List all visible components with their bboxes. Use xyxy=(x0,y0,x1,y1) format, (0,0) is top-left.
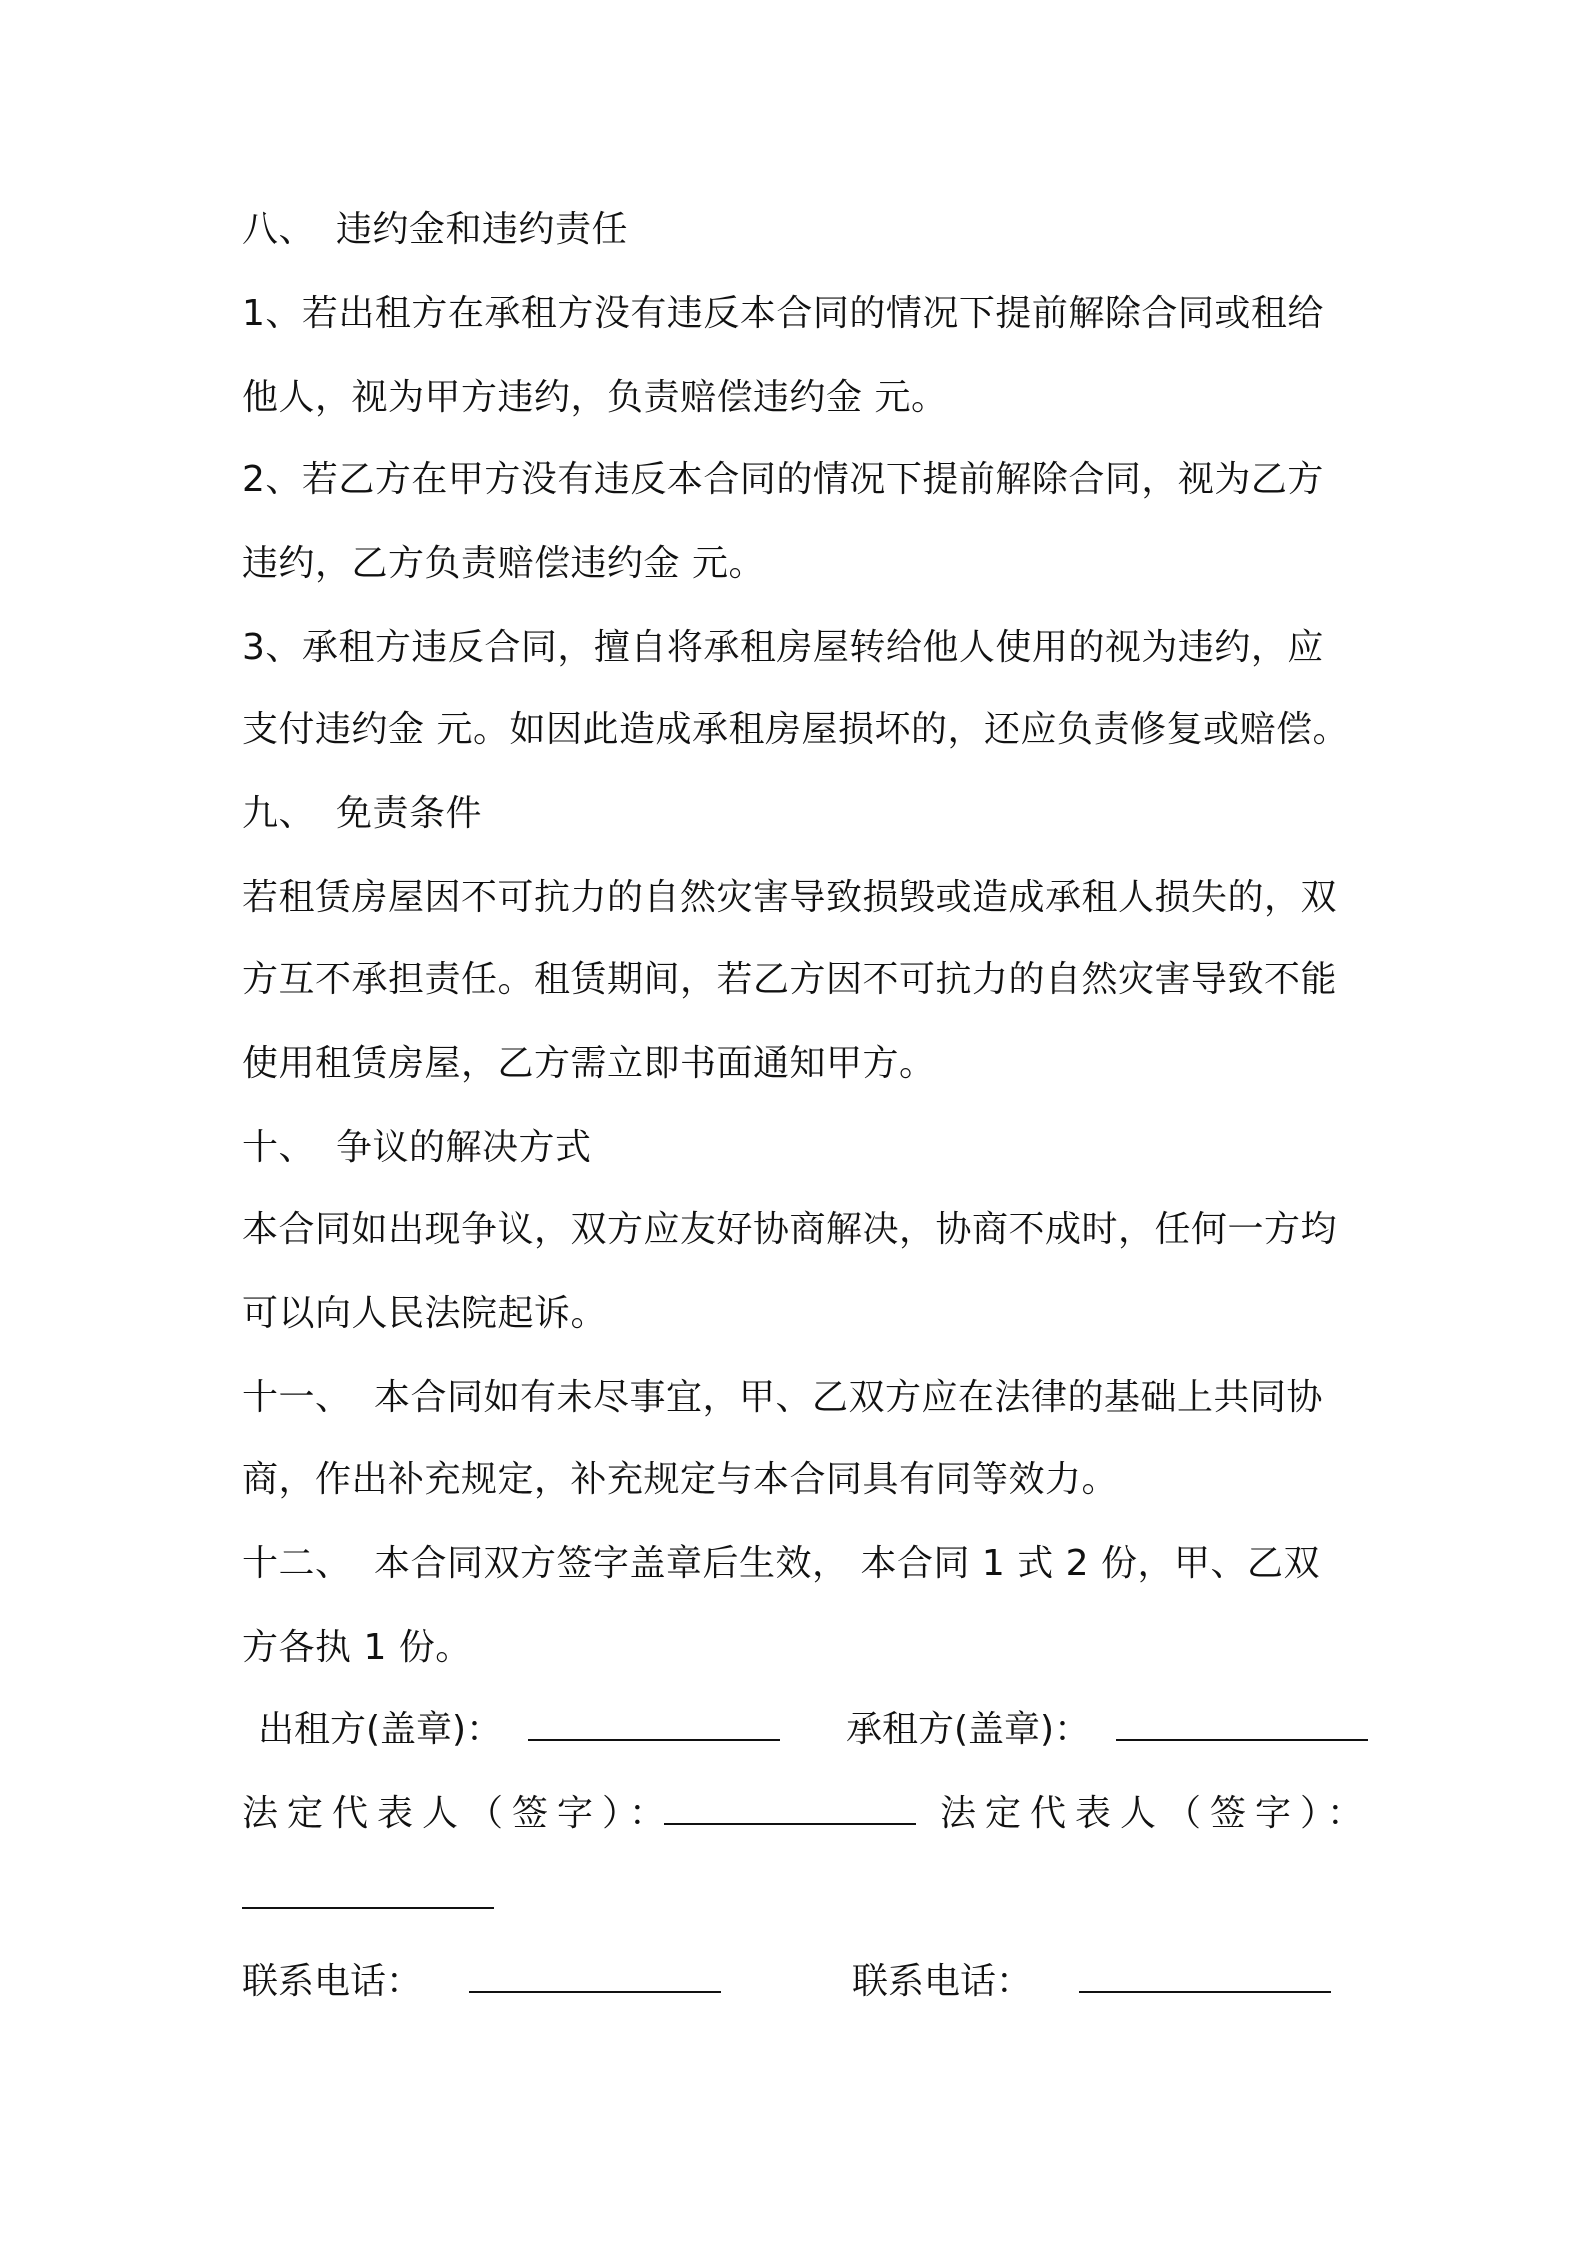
legal-rep-blank-2 xyxy=(242,1877,494,1909)
lessor-seal-label: 出租方(盖章)： xyxy=(258,1709,503,1750)
paragraph-line: 商，作出补充规定，补充规定与本合同具有同等效力。 xyxy=(242,1459,1119,1500)
paragraph-line: 支付违约金 元。如因此造成承租房屋损坏的，还应负责修复或赔偿。 xyxy=(242,709,1349,750)
lessor-seal-blank xyxy=(528,1709,780,1741)
paragraph-line: 若租赁房屋因不可抗力的自然灾害导致损毁或造成承租人损失的，双 xyxy=(242,877,1338,918)
paragraph-line: 方互不承担责任。租赁期间，若乙方因不可抗力的自然灾害导致不能 xyxy=(242,959,1338,1000)
legal-rep-row xyxy=(242,1792,674,1836)
phone-label-2: 联系电话： xyxy=(852,1961,1033,2002)
legal-rep-label-1: 法定代表人（签字）： xyxy=(242,1793,675,1834)
phone-row-2 xyxy=(852,1960,1331,2004)
phone-blank-2 xyxy=(1079,1961,1331,1993)
legal-rep-blank-1-row xyxy=(664,1792,916,1836)
lessee-seal-blank xyxy=(1116,1709,1368,1741)
section-9-heading: 九、 免责条件 xyxy=(242,793,483,834)
section-12-heading: 十二、 本合同双方签字盖章后生效， 本合同 1 式 2 份，甲、乙双 xyxy=(242,1543,1321,1584)
paragraph-line: 3、承租方违反合同，擅自将承租房屋转给他人使用的视为违约，应 xyxy=(242,627,1324,668)
phone-row-1 xyxy=(242,1960,721,2004)
lessee-seal-row xyxy=(846,1708,1368,1752)
phone-blank-1 xyxy=(469,1961,721,1993)
section-11-heading: 十一、 本合同如有未尽事宜，甲、乙双方应在法律的基础上共同协 xyxy=(242,1377,1324,1418)
paragraph-line: 使用租赁房屋，乙方需立即书面通知甲方。 xyxy=(242,1043,936,1084)
paragraph-line: 方各执 1 份。 xyxy=(242,1627,472,1668)
paragraph-line: 他人，视为甲方违约，负责赔偿违约金 元。 xyxy=(242,377,948,418)
paragraph-line: 1、若出租方在承租方没有违反本合同的情况下提前解除合同或租给 xyxy=(242,293,1324,334)
section-10-heading: 十、 争议的解决方式 xyxy=(242,1127,592,1168)
paragraph-line: 本合同如出现争议，双方应友好协商解决，协商不成时，任何一方均 xyxy=(242,1209,1338,1250)
legal-rep-blank-2-row xyxy=(242,1876,494,1920)
lessee-seal-label: 承租方(盖章)： xyxy=(846,1709,1091,1750)
legal-rep-blank-1 xyxy=(664,1793,916,1825)
paragraph-line: 可以向人民法院起诉。 xyxy=(242,1293,608,1334)
section-8-heading: 八、 违约金和违约责任 xyxy=(242,209,629,250)
legal-rep-row-2 xyxy=(940,1792,1372,1836)
phone-label-1: 联系电话： xyxy=(242,1961,423,2002)
lessor-seal-row xyxy=(258,1708,780,1752)
paragraph-line: 违约，乙方负责赔偿违约金 元。 xyxy=(242,543,765,584)
paragraph-line: 2、若乙方在甲方没有违反本合同的情况下提前解除合同，视为乙方 xyxy=(242,459,1324,500)
legal-rep-label-2: 法定代表人（签字）： xyxy=(940,1793,1373,1834)
